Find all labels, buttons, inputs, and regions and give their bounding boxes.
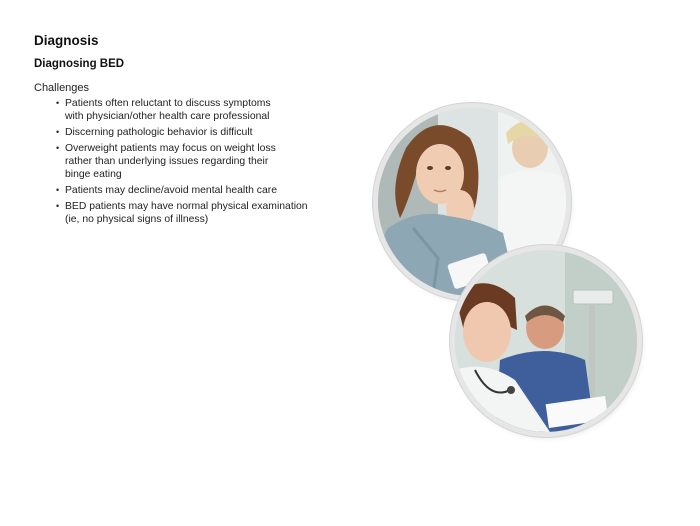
doctor-patient-scale-illustration [455, 250, 637, 432]
slide-title: Diagnosis [34, 33, 99, 48]
bullet-item: • Discerning pathologic behavior is difficult [56, 126, 356, 139]
bullet-item: • BED patients may have normal physical examination (ie, no physical signs of illness) [56, 200, 356, 226]
weighing-photo-circle [455, 250, 637, 432]
bullet-item: • Patients often reluctant to discuss symptoms with physician/other health care professional [56, 97, 356, 123]
slide-subtitle: Diagnosing BED [34, 58, 125, 70]
bullet-item: • Overweight patients may focus on weight loss rather than underlying issues regarding their binge eating [56, 142, 356, 182]
bullet-item: • Patients may decline/avoid mental health care [56, 184, 356, 197]
bullet-list [56, 97, 356, 229]
section-label: Challenges [34, 82, 90, 94]
